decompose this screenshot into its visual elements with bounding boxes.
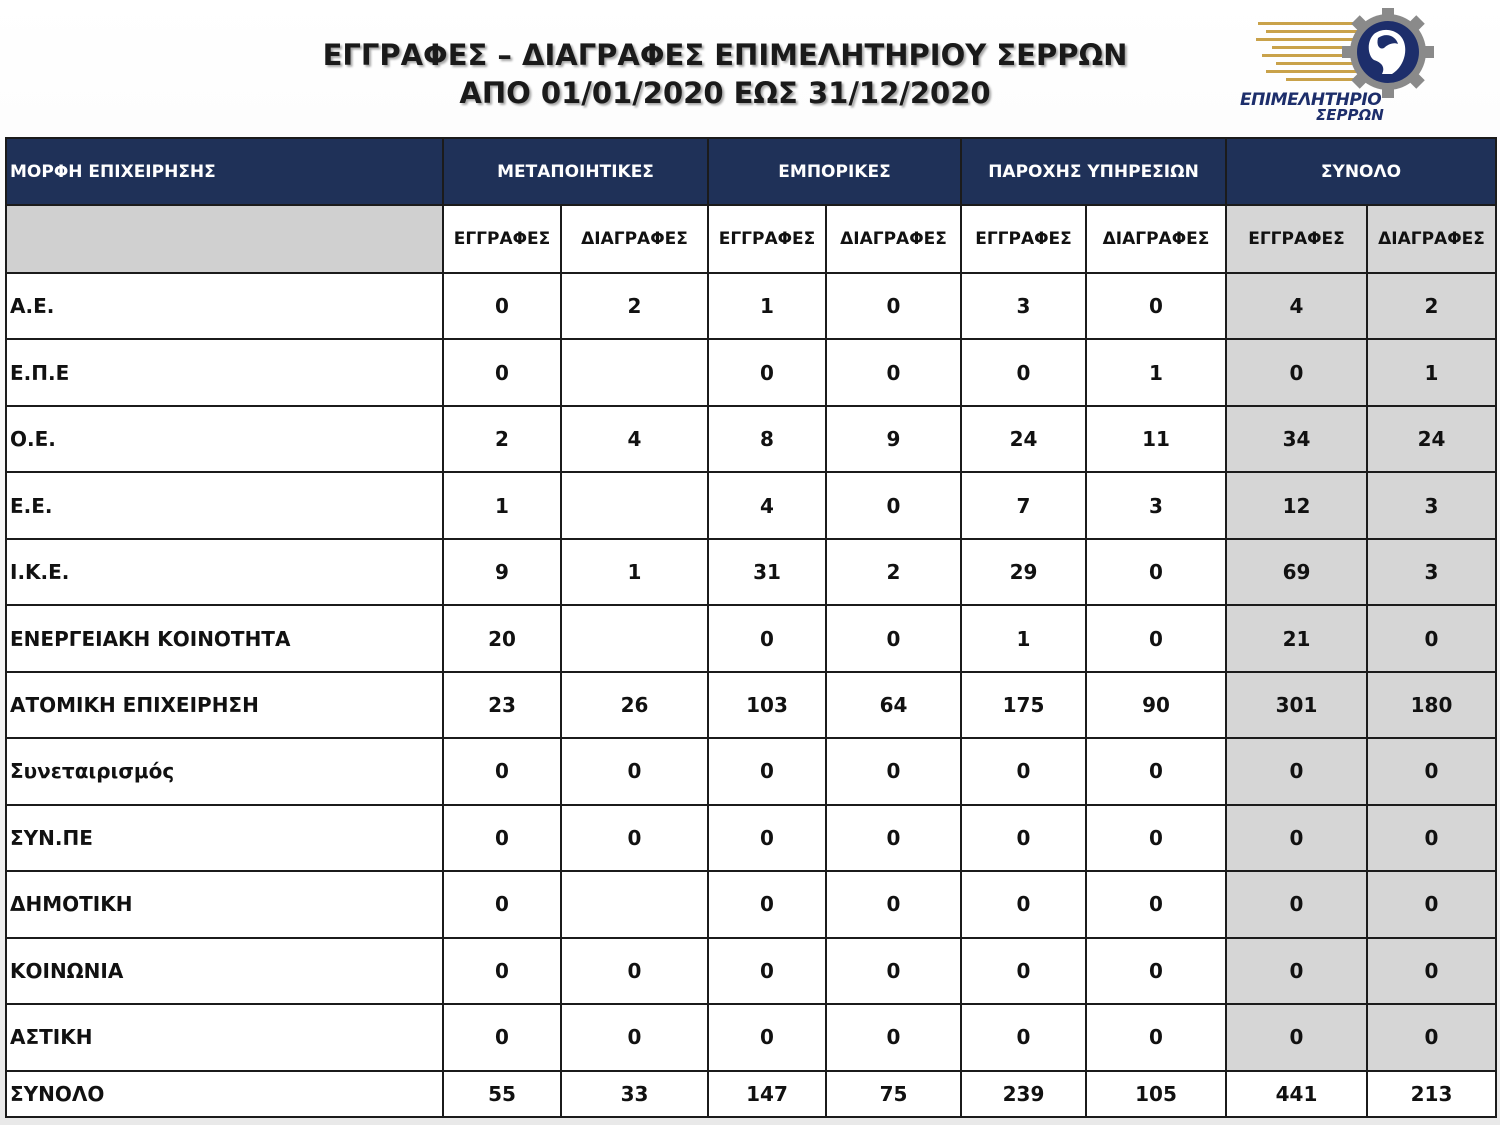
table-row: [6, 871, 1496, 937]
value-cell: 8: [708, 406, 826, 472]
sub-header-registrations: ΕΓΓΡΑΦΕΣ: [1226, 205, 1367, 272]
value-cell: 0: [443, 738, 561, 804]
group-header-services: ΠΑΡΟΧΗΣ ΥΠΗΡΕΣΙΩΝ: [961, 138, 1226, 205]
group-header-manufacturing: ΜΕΤΑΠΟΙΗΤΙΚΕΣ: [443, 138, 708, 205]
total-cell: 147: [708, 1071, 826, 1117]
total-column-cell: 4: [1226, 273, 1367, 339]
value-cell: 23: [443, 672, 561, 738]
total-column-cell: 12: [1226, 472, 1367, 538]
registrations-table: [5, 137, 1497, 1118]
sub-header-row: [6, 205, 1496, 272]
row-label: Α.Ε.: [6, 273, 443, 339]
value-cell: 20: [443, 605, 561, 671]
value-cell: 0: [826, 339, 961, 405]
title-line-1: ΕΓΓΡΑΦΕΣ – ΔΙΑΓΡΑΦΕΣ ΕΠΙΜΕΛΗΤΗΡΙΟΥ ΣΕΡΡΩΝ: [322, 38, 1128, 72]
value-cell: 1: [561, 539, 708, 605]
total-column-cell: 180: [1367, 672, 1496, 738]
total-column-cell: 0: [1226, 938, 1367, 1004]
value-cell: 0: [708, 339, 826, 405]
value-cell: 26: [561, 672, 708, 738]
row-label: Ο.Ε.: [6, 406, 443, 472]
table-row: [6, 339, 1496, 405]
value-cell: 0: [708, 938, 826, 1004]
total-column-cell: 0: [1367, 805, 1496, 871]
value-cell: 0: [708, 805, 826, 871]
row-label: Ι.Κ.Ε.: [6, 539, 443, 605]
total-cell: 55: [443, 1071, 561, 1117]
total-column-cell: 3: [1367, 539, 1496, 605]
total-cell: 441: [1226, 1071, 1367, 1117]
value-cell: 0: [708, 871, 826, 937]
value-cell: 0: [961, 938, 1086, 1004]
value-cell: 0: [443, 938, 561, 1004]
group-header-total: ΣΥΝΟΛΟ: [1226, 138, 1496, 205]
value-cell: 0: [826, 805, 961, 871]
total-column-cell: 0: [1367, 605, 1496, 671]
table-row: [6, 273, 1496, 339]
title-line-2: ΑΠΟ 01/01/2020 ΕΩΣ 31/12/2020: [459, 76, 991, 110]
value-cell: 3: [961, 273, 1086, 339]
value-cell: [561, 605, 708, 671]
total-column-cell: 69: [1226, 539, 1367, 605]
total-column-cell: 0: [1226, 1004, 1367, 1071]
value-cell: 0: [1086, 605, 1226, 671]
chamber-logo: [1236, 8, 1436, 126]
value-cell: 9: [443, 539, 561, 605]
value-cell: 0: [826, 605, 961, 671]
value-cell: 0: [443, 273, 561, 339]
sub-header-registrations: ΕΓΓΡΑΦΕΣ: [443, 205, 561, 272]
total-column-cell: 21: [1226, 605, 1367, 671]
value-cell: 90: [1086, 672, 1226, 738]
total-column-cell: 0: [1367, 1004, 1496, 1071]
row-label: ΑΣΤΙΚΗ: [6, 1004, 443, 1071]
value-cell: 0: [1086, 539, 1226, 605]
value-cell: 0: [1086, 1004, 1226, 1071]
table-row: [6, 406, 1496, 472]
table-row: [6, 938, 1496, 1004]
total-cell: 75: [826, 1071, 961, 1117]
value-cell: 0: [826, 938, 961, 1004]
value-cell: 0: [1086, 871, 1226, 937]
value-cell: 0: [561, 1004, 708, 1071]
logo-text-line-1: ΕΠΙΜΕΛΗΤΗΡΙΟ: [1240, 90, 1382, 110]
value-cell: 0: [561, 738, 708, 804]
sub-header-registrations: ΕΓΓΡΑΦΕΣ: [961, 205, 1086, 272]
total-column-cell: 34: [1226, 406, 1367, 472]
total-column-cell: 0: [1226, 738, 1367, 804]
value-cell: 0: [443, 1004, 561, 1071]
total-row: [6, 1071, 1496, 1117]
value-cell: 0: [961, 805, 1086, 871]
logo-text-line-2: ΣΕΡΡΩΝ: [1316, 106, 1384, 124]
value-cell: 1: [443, 472, 561, 538]
table-row: [6, 672, 1496, 738]
value-cell: 24: [961, 406, 1086, 472]
value-cell: 11: [1086, 406, 1226, 472]
value-cell: 31: [708, 539, 826, 605]
value-cell: 9: [826, 406, 961, 472]
value-cell: [561, 472, 708, 538]
value-cell: 0: [961, 339, 1086, 405]
value-cell: 0: [961, 738, 1086, 804]
value-cell: 0: [561, 805, 708, 871]
value-cell: 0: [1086, 938, 1226, 1004]
total-cell: 33: [561, 1071, 708, 1117]
table-row: [6, 472, 1496, 538]
table-row: [6, 539, 1496, 605]
value-cell: 2: [561, 273, 708, 339]
value-cell: 0: [826, 738, 961, 804]
value-cell: 0: [1086, 805, 1226, 871]
row-label: ΔΗΜΟΤΙΚΗ: [6, 871, 443, 937]
total-column-cell: 24: [1367, 406, 1496, 472]
total-column-cell: 0: [1226, 871, 1367, 937]
value-cell: 29: [961, 539, 1086, 605]
value-cell: 0: [961, 871, 1086, 937]
total-cell: 239: [961, 1071, 1086, 1117]
value-cell: 175: [961, 672, 1086, 738]
sub-header-deletions: ΔΙΑΓΡΑΦΕΣ: [1367, 205, 1496, 272]
table-row: [6, 738, 1496, 804]
value-cell: 0: [1086, 273, 1226, 339]
value-cell: 1: [961, 605, 1086, 671]
sub-header-deletions: ΔΙΑΓΡΑΦΕΣ: [826, 205, 961, 272]
total-column-cell: 0: [1367, 938, 1496, 1004]
value-cell: 0: [1086, 738, 1226, 804]
sub-header-registrations: ΕΓΓΡΑΦΕΣ: [708, 205, 826, 272]
value-cell: 0: [443, 339, 561, 405]
total-column-cell: 2: [1367, 273, 1496, 339]
row-label: ΕΝΕΡΓΕΙΑΚΗ ΚΟΙΝΟΤΗΤΑ: [6, 605, 443, 671]
total-column-cell: 0: [1226, 805, 1367, 871]
group-header-commercial: ΕΜΠΟΡΙΚΕΣ: [708, 138, 961, 205]
value-cell: 1: [1086, 339, 1226, 405]
row-label: ΑΤΟΜΙΚΗ ΕΠΙΧΕΙΡΗΣΗ: [6, 672, 443, 738]
total-column-cell: 301: [1226, 672, 1367, 738]
value-cell: 2: [443, 406, 561, 472]
table-row: [6, 1004, 1496, 1071]
value-cell: [561, 339, 708, 405]
total-column-cell: 1: [1367, 339, 1496, 405]
sub-header-blank: [6, 205, 443, 272]
total-row-label: ΣΥΝΟΛΟ: [6, 1071, 443, 1117]
value-cell: 0: [443, 871, 561, 937]
value-cell: 64: [826, 672, 961, 738]
row-label: Ε.Π.Ε: [6, 339, 443, 405]
value-cell: 0: [561, 938, 708, 1004]
value-cell: 0: [826, 871, 961, 937]
sub-header-deletions: ΔΙΑΓΡΑΦΕΣ: [1086, 205, 1226, 272]
table-row: [6, 605, 1496, 671]
value-cell: 0: [443, 805, 561, 871]
sub-header-deletions: ΔΙΑΓΡΑΦΕΣ: [561, 205, 708, 272]
total-cell: 213: [1367, 1071, 1496, 1117]
value-cell: 0: [708, 738, 826, 804]
row-label: ΚΟΙΝΩΝΙΑ: [6, 938, 443, 1004]
value-cell: 0: [826, 472, 961, 538]
form-column-header: ΜΟΡΦΗ ΕΠΙΧΕΙΡΗΣΗΣ: [6, 138, 443, 205]
group-header-row: [6, 138, 1496, 205]
row-label: ΣΥΝ.ΠΕ: [6, 805, 443, 871]
row-label: Ε.Ε.: [6, 472, 443, 538]
value-cell: 4: [708, 472, 826, 538]
value-cell: 0: [826, 1004, 961, 1071]
value-cell: 3: [1086, 472, 1226, 538]
page-title: [220, 36, 1230, 112]
value-cell: 103: [708, 672, 826, 738]
value-cell: 0: [708, 1004, 826, 1071]
value-cell: 0: [826, 273, 961, 339]
total-column-cell: 3: [1367, 472, 1496, 538]
total-column-cell: 0: [1367, 871, 1496, 937]
logo-emblem-icon: [1236, 8, 1436, 98]
total-column-cell: 0: [1226, 339, 1367, 405]
row-label: Συνεταιρισμός: [6, 738, 443, 804]
total-cell: 105: [1086, 1071, 1226, 1117]
value-cell: 7: [961, 472, 1086, 538]
value-cell: 0: [961, 1004, 1086, 1071]
value-cell: 4: [561, 406, 708, 472]
value-cell: 1: [708, 273, 826, 339]
value-cell: 2: [826, 539, 961, 605]
value-cell: [561, 871, 708, 937]
table-row: [6, 805, 1496, 871]
value-cell: 0: [708, 605, 826, 671]
total-column-cell: 0: [1367, 738, 1496, 804]
